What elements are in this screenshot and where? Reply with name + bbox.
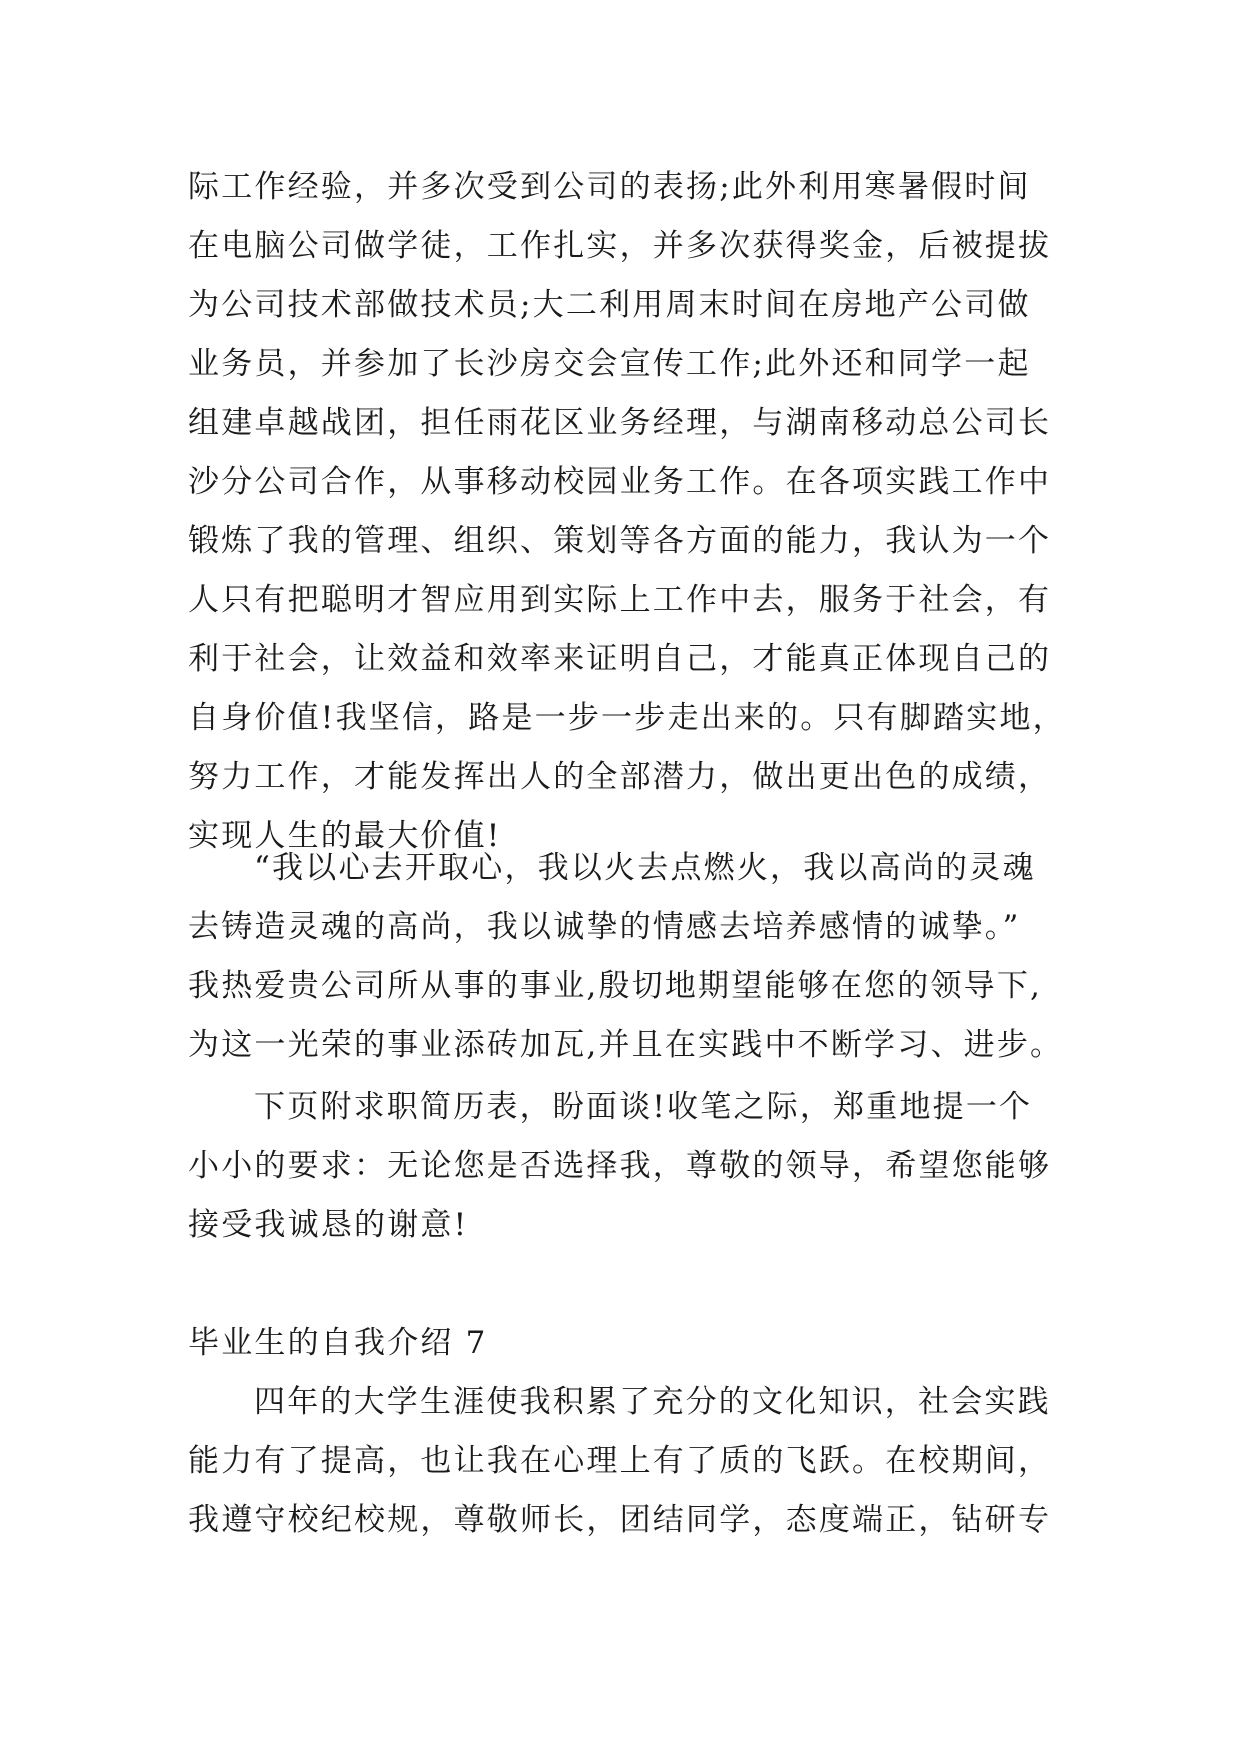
paragraph-self-introduction	[188, 1373, 1068, 1550]
text-line: 我热爱贵公司所从事的事业,殷切地期望能够在您的领导下,	[188, 968, 1043, 1004]
text-line: 下页附求职简历表，盼面谈!收笔之际，郑重地提一个	[254, 1089, 1033, 1125]
text-line: 在电脑公司做学徒，工作扎实，并多次获得奖金，后被提拔	[188, 228, 1052, 264]
text-line: 锻炼了我的管理、组织、策划等各方面的能力，我认为一个	[188, 523, 1052, 559]
text-line: 利于社会，让效益和效率来证明自己，才能真正体现自己的	[188, 641, 1052, 677]
text-line: 际工作经验，并多次受到公司的表扬;此外利用寒暑假时间	[188, 169, 1031, 205]
text-line: 组建卓越战团，担任雨花区业务经理，与湖南移动总公司长	[188, 405, 1052, 441]
text-line: 能力有了提高，也让我在心理上有了质的飞跃。在校期间，	[188, 1443, 1052, 1479]
text-line: 接受我诚恳的谢意!	[188, 1207, 469, 1243]
text-line: 去铸造灵魂的高尚，我以诚挚的情感去培养感情的诚挚。”	[188, 909, 1021, 945]
text-line: “我以心去开取心，我以火去点燃火，我以高尚的灵魂	[254, 850, 1036, 886]
text-line: 为公司技术部做技术员;大二利用周末时间在房地产公司做	[188, 287, 1031, 323]
text-line: 四年的大学生涯使我积累了充分的文化知识，社会实践	[254, 1384, 1051, 1420]
text-line: 人只有把聪明才智应用到实际上工作中去，服务于社会，有	[188, 582, 1052, 618]
text-line: 努力工作，才能发挥出人的全部潜力，做出更出色的成绩，	[188, 759, 1052, 795]
paragraph-closing	[188, 1078, 1068, 1255]
paragraph-work-experience	[188, 158, 1068, 866]
section-heading	[188, 1314, 1068, 1373]
text-line: 小小的要求：无论您是否选择我，尊敬的领导，希望您能够	[188, 1148, 1052, 1184]
section-title: 毕业生的自我介绍 7	[188, 1325, 488, 1361]
text-line: 我遵守校纪校规，尊敬师长，团结同学，态度端正，钻研专	[188, 1502, 1052, 1538]
text-line: 实现人生的最大价值!	[188, 818, 502, 854]
text-line: 为这一光荣的事业添砖加瓦,并且在实践中不断学习、进步。	[188, 1027, 1064, 1063]
text-line: 业务员，并参加了长沙房交会宣传工作;此外还和同学一起	[188, 346, 1031, 382]
paragraph-quote	[188, 839, 1068, 1075]
text-line: 自身价值!我坚信，路是一步一步走出来的。只有脚踏实地，	[188, 700, 1066, 736]
text-line: 沙分公司合作，从事移动校园业务工作。在各项实践工作中	[188, 464, 1052, 500]
